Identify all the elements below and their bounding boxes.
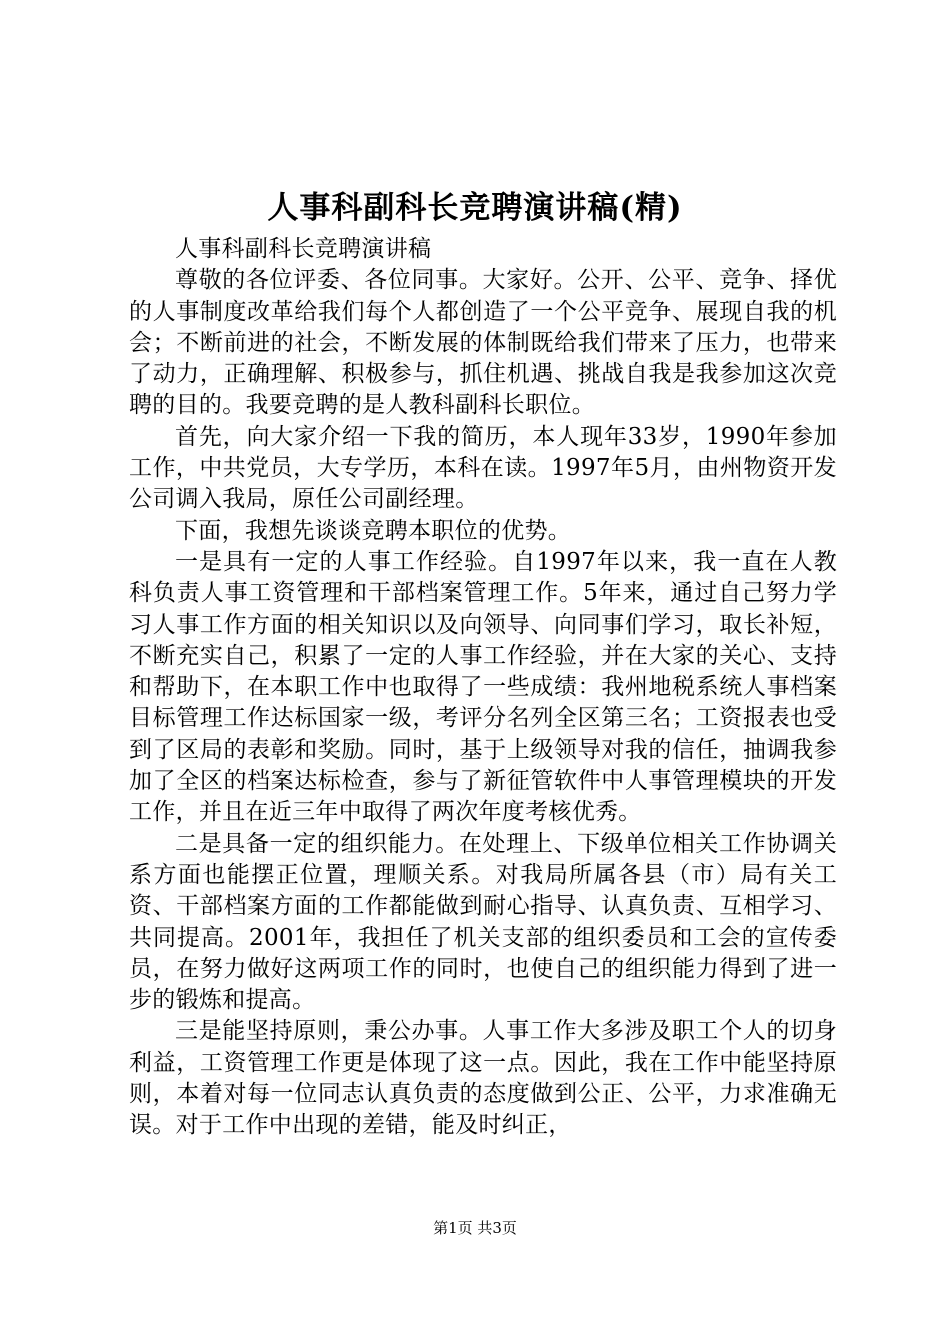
paragraph-greeting: 尊敬的各位评委、各位同事。大家好。公开、公平、竞争、择优的人事制度改革给我们每个人都创造了一个公平竞争、展现自我的机会；不断前进的社会，不断发展的体制既给我们带来了压力，也带来了动力，正确理解、积极参与，抓住机遇、挑战自我是我参加这次竞聘的目的。我要竞聘的是人教科副科长职位。	[129, 267, 837, 419]
paragraph-resume: 首先，向大家介绍一下我的简历，本人现年33岁，1990年参加工作，中共党员，大专学历，本科在读。1997年5月，由州物资开发公司调入我局，原任公司副经理。	[129, 423, 837, 513]
page-footer: 第1页 共3页	[433, 1219, 517, 1237]
paragraph-advantage-experience: 一是具有一定的人事工作经验。自1997年以来，我一直在人教科负责人事工资管理和干部档案管理工作。5年来，通过自己努力学习人事工作方面的相关知识以及向领导、向同事们学习，取长补短，不断充实自己，积累了一定的人事工作经验，并在大家的关心、支持和帮助下，在本职工作中也取得了一些成绩：我州地税系统人事档案目标管理工作达标国家一级，考评分名列全区第三名；工资报表也受到了区局的表彰和奖励。同时，基于上级领导对我的信任，抽调我参加了全区的档案达标检查，参与了新征管软件中人事管理模块的开发工作，并且在近三年中取得了两次年度考核优秀。	[129, 548, 837, 826]
paragraph-advantage-principle: 三是能坚持原则，秉公办事。人事工作大多涉及职工个人的切身利益，工资管理工作更是体现了这一点。因此，我在工作中能坚持原则，本着对每一位同志认真负责的态度做到公正、公平，力求准确无误。对于工作中出现的差错，能及时纠正，	[129, 1018, 837, 1139]
paragraph-subtitle: 人事科副科长竞聘演讲稿	[175, 236, 432, 262]
paragraph-advantages-intro: 下面，我想先谈谈竞聘本职位的优势。	[175, 517, 572, 544]
paragraph-advantage-organization: 二是具备一定的组织能力。在处理上、下级单位相关工作协调关系方面也能摆正位置，理顺关系。对我局所属各县（市）局有关工资、干部档案方面的工作都能做到耐心指导、认真负责、互相学习、共同提高。2001年，我担任了机关支部的组织委员和工会的宣传委员，在努力做好这两项工作的同时，也使自己的组织能力得到了进一步的锻炼和提高。	[129, 830, 837, 1014]
document-title: 人事科副科长竞聘演讲稿(精)	[267, 190, 683, 226]
document-body	[129, 234, 837, 1142]
